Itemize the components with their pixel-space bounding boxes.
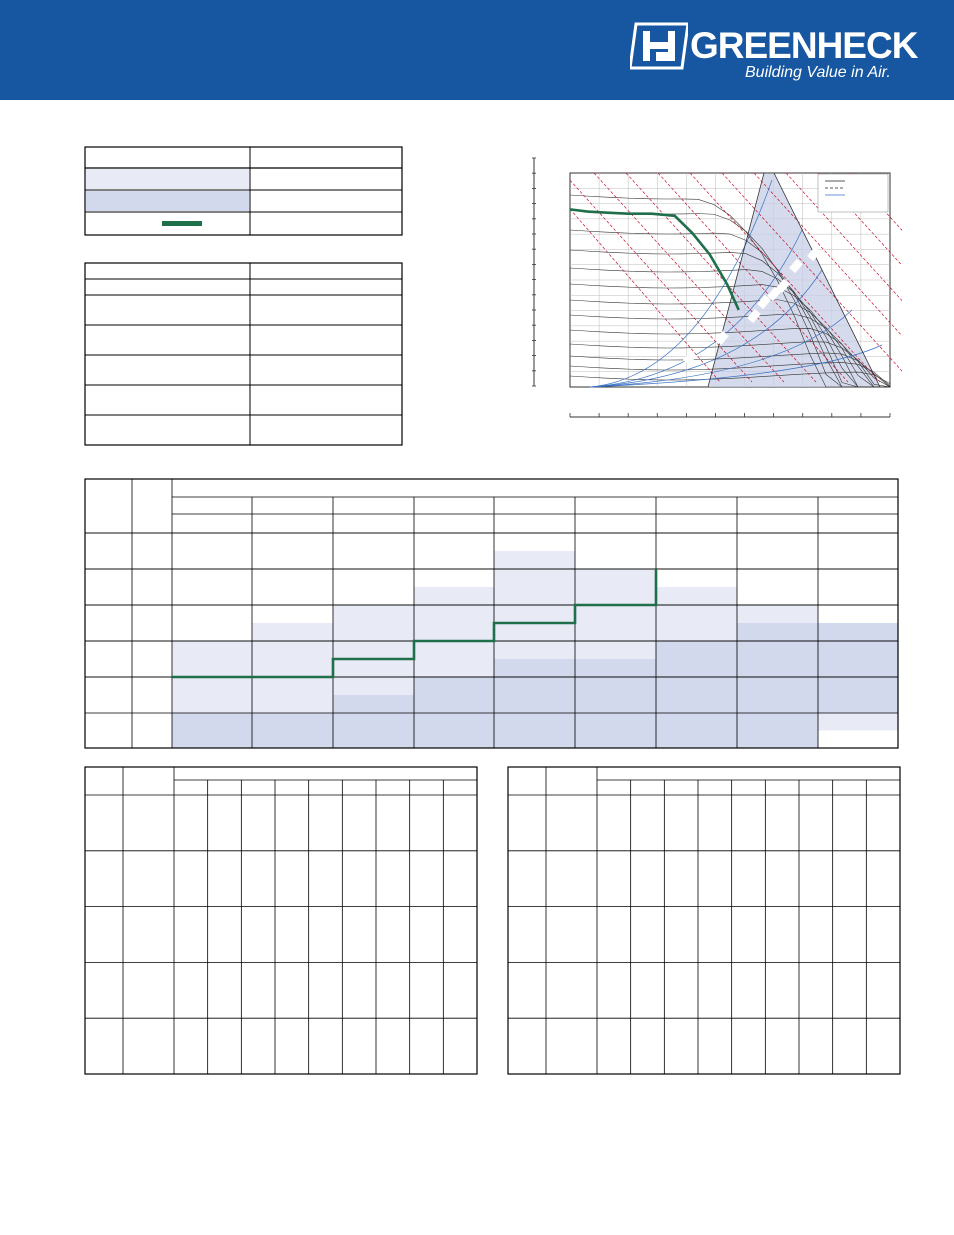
zone-cell-lower <box>414 659 494 677</box>
zone-cell-lower <box>737 695 818 713</box>
zone-cell-upper <box>656 605 737 623</box>
greenheck-logo-icon <box>630 22 688 70</box>
zone-cell-upper <box>494 641 575 659</box>
zone-cell-upper <box>172 677 252 695</box>
zone-cell-upper <box>818 677 898 695</box>
zone-cell-upper <box>494 569 575 587</box>
zone-cell-lower <box>737 623 818 641</box>
zone-cell-lower <box>575 551 656 569</box>
zone-cell-lower <box>494 623 575 641</box>
zone-cell-lower <box>414 695 494 713</box>
zone-cell-lower <box>252 731 333 749</box>
data-table-left <box>84 766 480 1078</box>
zone-cell-lower <box>414 731 494 749</box>
table-border <box>85 767 477 1074</box>
zone-cell-upper <box>737 605 818 623</box>
zone-cell-upper <box>818 641 898 659</box>
legend-table <box>84 146 404 238</box>
zone-cell-upper <box>818 713 898 731</box>
zone-cell-lower <box>656 587 737 605</box>
zone-cell-lower <box>414 551 494 569</box>
zone-cell-lower <box>172 731 252 749</box>
spec-table <box>84 262 404 448</box>
zone-cell-lower <box>737 659 818 677</box>
zone-cell-lower <box>333 551 414 569</box>
zone-cell-upper <box>333 533 414 551</box>
zone-cell-upper <box>737 677 818 695</box>
zone-cell-upper <box>172 605 252 623</box>
zone-cell-lower <box>818 587 898 605</box>
zone-cell-lower <box>252 623 333 641</box>
zone-cell-upper <box>333 713 414 731</box>
zone-cell-upper <box>737 533 818 551</box>
zone-cell-lower <box>818 623 898 641</box>
zone-cell-lower <box>656 623 737 641</box>
zone-cell-upper <box>656 713 737 731</box>
zone-cell-upper <box>818 533 898 551</box>
zone-cell-upper <box>333 605 414 623</box>
zone-cell-lower <box>818 659 898 677</box>
data-table-right <box>507 766 903 1078</box>
zone-table <box>84 478 900 750</box>
zone-cell-upper <box>252 641 333 659</box>
zone-cell-lower <box>494 551 575 569</box>
table-border <box>508 767 900 1074</box>
zone-cell-lower <box>737 551 818 569</box>
zone-cell-lower <box>172 587 252 605</box>
zone-cell-lower <box>252 587 333 605</box>
zone-cell-upper <box>737 569 818 587</box>
brand-logo[interactable] <box>630 22 918 88</box>
zone-cell-upper <box>252 605 333 623</box>
zone-cell-lower <box>575 623 656 641</box>
zone-cell-upper <box>575 713 656 731</box>
zone-cell-lower <box>252 695 333 713</box>
zone-cell-lower <box>575 695 656 713</box>
zone-cell-lower <box>252 659 333 677</box>
zone-cell-upper <box>656 533 737 551</box>
zone-cell-upper <box>575 533 656 551</box>
zone-cell-upper <box>737 641 818 659</box>
zone-cell-lower <box>656 551 737 569</box>
zone-cell-lower <box>818 695 898 713</box>
zone-cells <box>172 533 898 748</box>
zone-cell-upper <box>575 605 656 623</box>
zone-cell-upper <box>252 569 333 587</box>
zone-cell-upper <box>414 569 494 587</box>
zone-cell-upper <box>333 569 414 587</box>
zone-cell-upper <box>494 677 575 695</box>
zone-cell-upper <box>575 641 656 659</box>
brand-tagline: Building Value in Air. <box>745 64 891 81</box>
zone-cell-upper <box>575 677 656 695</box>
zone-cell-lower <box>333 731 414 749</box>
chart-legend <box>818 174 888 212</box>
zone-cell-lower <box>172 551 252 569</box>
zone-cell-upper <box>494 605 575 623</box>
zone-cell-lower <box>414 623 494 641</box>
zone-cell-lower <box>575 587 656 605</box>
zone-cell-upper <box>818 605 898 623</box>
legend-swatch-medium-zone <box>86 191 249 211</box>
brand-name: GREENHECK <box>690 25 918 66</box>
zone-cell-upper <box>333 677 414 695</box>
zone-cell-lower <box>333 623 414 641</box>
zone-cell-lower <box>818 551 898 569</box>
header-banner <box>0 0 954 100</box>
legend-swatch-selection-line <box>162 221 202 226</box>
zone-cell-upper <box>414 605 494 623</box>
zone-cell-lower <box>333 587 414 605</box>
zone-cell-upper <box>172 713 252 731</box>
zone-cell-upper <box>818 569 898 587</box>
zone-cell-upper <box>575 569 656 587</box>
zone-cell-lower <box>333 659 414 677</box>
zone-cell-lower <box>575 659 656 677</box>
zone-cell-upper <box>414 713 494 731</box>
zone-cell-lower <box>172 659 252 677</box>
zone-cell-upper <box>414 641 494 659</box>
zone-cell-lower <box>656 659 737 677</box>
zone-cell-upper <box>414 533 494 551</box>
zone-cell-lower <box>252 551 333 569</box>
zone-cell-upper <box>737 713 818 731</box>
zone-cell-lower <box>494 587 575 605</box>
zone-cell-lower <box>737 731 818 749</box>
zone-cell-lower <box>414 587 494 605</box>
zone-cell-upper <box>414 677 494 695</box>
zone-cell-lower <box>494 695 575 713</box>
zone-cell-lower <box>656 731 737 749</box>
zone-cell-upper <box>252 677 333 695</box>
zone-cell-lower <box>737 587 818 605</box>
zone-cell-lower <box>333 695 414 713</box>
zone-cell-upper <box>172 533 252 551</box>
zone-cell-upper <box>656 677 737 695</box>
chart-bottom-ticks <box>570 413 890 417</box>
zone-cell-upper <box>252 713 333 731</box>
zone-cell-lower <box>494 659 575 677</box>
zone-cell-lower <box>818 731 898 749</box>
zone-cell-upper <box>252 533 333 551</box>
zone-cell-lower <box>172 623 252 641</box>
zone-cell-lower <box>575 731 656 749</box>
zone-cell-lower <box>656 695 737 713</box>
performance-chart <box>522 150 902 430</box>
zone-cell-upper <box>656 569 737 587</box>
zone-cell-upper <box>494 533 575 551</box>
zone-cell-upper <box>656 641 737 659</box>
zone-cell-lower <box>494 731 575 749</box>
legend-swatch-light-zone <box>86 169 249 189</box>
zone-cell-upper <box>333 641 414 659</box>
zone-cell-upper <box>494 713 575 731</box>
zone-cell-lower <box>172 695 252 713</box>
zone-cell-upper <box>172 641 252 659</box>
zone-cell-upper <box>172 569 252 587</box>
